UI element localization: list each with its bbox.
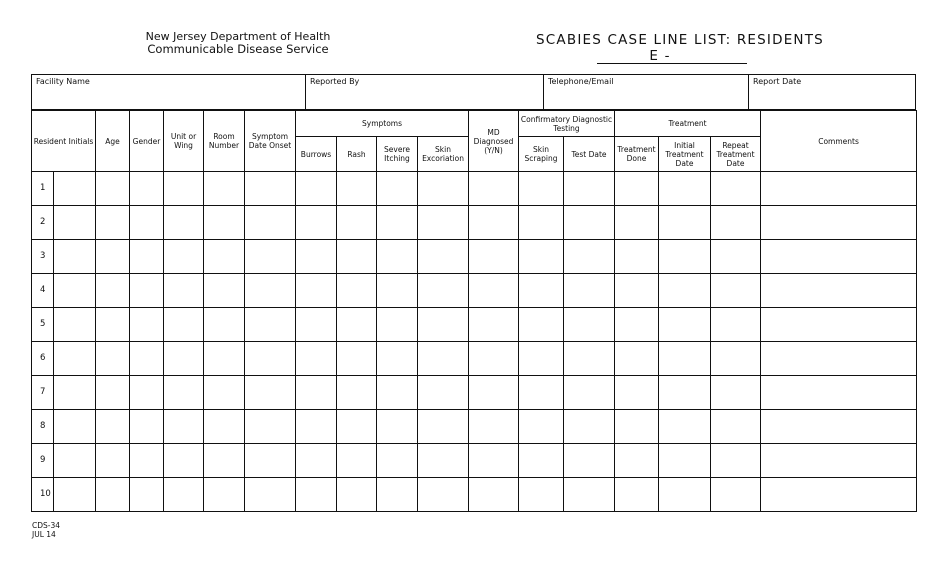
entry-cell[interactable] [54, 376, 96, 410]
entry-cell[interactable] [377, 444, 418, 478]
entry-cell[interactable] [54, 240, 96, 274]
subtitle-underline [597, 63, 747, 64]
table-row [32, 478, 917, 512]
entry-cell[interactable] [564, 376, 615, 410]
entry-cell[interactable] [761, 478, 917, 512]
entry-cell[interactable] [711, 206, 761, 240]
entry-cell[interactable] [245, 410, 296, 444]
entry-cell[interactable] [377, 308, 418, 342]
entry-cell[interactable] [130, 376, 164, 410]
header-treatment-done: Treatment Done [615, 137, 659, 172]
entry-cell[interactable] [377, 274, 418, 308]
entry-cell[interactable] [469, 308, 519, 342]
table-row [32, 342, 917, 376]
entry-cell[interactable] [337, 308, 377, 342]
entry-cell[interactable] [96, 410, 130, 444]
entry-cell[interactable] [296, 172, 337, 206]
agency-division: Communicable Disease Service [147, 42, 329, 56]
entry-cell[interactable] [164, 206, 204, 240]
entry-cell[interactable] [519, 172, 564, 206]
entry-cell[interactable] [519, 240, 564, 274]
entry-cell[interactable] [245, 308, 296, 342]
header-symptom-date-onset: Symptom Date Onset [245, 111, 296, 172]
entry-cell[interactable] [711, 240, 761, 274]
entry-cell[interactable] [615, 342, 659, 376]
header-skin-scraping: Skin Scraping [519, 137, 564, 172]
row-number: 5 [32, 308, 54, 342]
entry-cell[interactable] [204, 308, 245, 342]
entry-cell[interactable] [164, 240, 204, 274]
entry-cell[interactable] [204, 444, 245, 478]
entry-cell[interactable] [164, 342, 204, 376]
entry-cell[interactable] [337, 240, 377, 274]
entry-cell[interactable] [469, 376, 519, 410]
entry-cell[interactable] [204, 240, 245, 274]
row-number: 7 [32, 376, 54, 410]
entry-cell[interactable] [164, 274, 204, 308]
report-date-field[interactable] [749, 75, 915, 109]
entry-cell[interactable] [418, 240, 469, 274]
entry-cell[interactable] [245, 342, 296, 376]
telephone-email-label: Telephone/Email [548, 77, 614, 86]
table-row [32, 274, 917, 308]
entry-cell[interactable] [659, 342, 711, 376]
entry-cell[interactable] [659, 410, 711, 444]
page-title: SCABIES CASE LINE LIST: RESIDENTS [536, 32, 824, 48]
agency-name: New Jersey Department of Health [145, 30, 331, 43]
entry-cell[interactable] [615, 240, 659, 274]
entry-cell[interactable] [615, 478, 659, 512]
entry-cell[interactable] [54, 444, 96, 478]
header-skin-excoriation: Skin Excoriation [418, 137, 469, 172]
entry-cell[interactable] [54, 478, 96, 512]
entry-cell[interactable] [245, 274, 296, 308]
entry-cell[interactable] [519, 376, 564, 410]
table-row [32, 410, 917, 444]
header-room-number: Room Number [204, 111, 245, 172]
entry-cell[interactable] [418, 478, 469, 512]
entry-cell[interactable] [469, 478, 519, 512]
row-number: 1 [32, 172, 54, 206]
entry-cell[interactable] [337, 342, 377, 376]
table-row [32, 206, 917, 240]
entry-cell[interactable] [761, 410, 917, 444]
header-repeat-treatment-date: Repeat Treatment Date [711, 137, 761, 172]
entry-cell[interactable] [564, 342, 615, 376]
entry-cell[interactable] [519, 478, 564, 512]
entry-cell[interactable] [564, 172, 615, 206]
entry-cell[interactable] [761, 376, 917, 410]
entry-cell[interactable] [519, 274, 564, 308]
entry-cell[interactable] [130, 410, 164, 444]
row-number: 3 [32, 240, 54, 274]
entry-cell[interactable] [469, 410, 519, 444]
entry-cell[interactable] [761, 342, 917, 376]
entry-cell[interactable] [564, 444, 615, 478]
entry-cell[interactable] [377, 240, 418, 274]
entry-cell[interactable] [164, 308, 204, 342]
entry-cell[interactable] [377, 342, 418, 376]
entry-cell[interactable] [337, 444, 377, 478]
entry-cell[interactable] [711, 342, 761, 376]
entry-cell[interactable] [164, 444, 204, 478]
table-row [32, 240, 917, 274]
entry-cell[interactable] [659, 206, 711, 240]
entry-cell[interactable] [711, 444, 761, 478]
entry-cell[interactable] [615, 206, 659, 240]
entry-cell[interactable] [296, 478, 337, 512]
entry-cell[interactable] [761, 172, 917, 206]
entry-cell[interactable] [204, 274, 245, 308]
form-revision: JUL 14 [32, 530, 56, 539]
entry-cell[interactable] [96, 376, 130, 410]
telephone-email-field[interactable] [544, 75, 749, 109]
entry-cell[interactable] [337, 478, 377, 512]
entry-cell[interactable] [245, 206, 296, 240]
reported-by-field[interactable] [306, 75, 544, 109]
entry-cell[interactable] [519, 308, 564, 342]
facility-name-field[interactable] [32, 75, 306, 109]
entry-cell[interactable] [164, 172, 204, 206]
entry-cell[interactable] [245, 444, 296, 478]
entry-cell[interactable] [519, 206, 564, 240]
row-number: 9 [32, 444, 54, 478]
entry-cell[interactable] [204, 410, 245, 444]
entry-cell[interactable] [469, 274, 519, 308]
entry-cell[interactable] [245, 376, 296, 410]
entry-cell[interactable] [761, 444, 917, 478]
entry-cell[interactable] [296, 206, 337, 240]
entry-cell[interactable] [296, 308, 337, 342]
report-date-label: Report Date [753, 77, 802, 86]
entry-cell[interactable] [761, 206, 917, 240]
entry-cell[interactable] [296, 240, 337, 274]
entry-cell[interactable] [164, 410, 204, 444]
entry-cell[interactable] [204, 206, 245, 240]
page-subtitle: E - [649, 48, 671, 64]
entry-cell[interactable] [761, 240, 917, 274]
entry-cell[interactable] [564, 478, 615, 512]
entry-cell[interactable] [204, 478, 245, 512]
header-gender: Gender [130, 111, 164, 172]
entry-cell[interactable] [96, 240, 130, 274]
entry-cell[interactable] [204, 342, 245, 376]
entry-cell[interactable] [711, 376, 761, 410]
table-row [32, 172, 917, 206]
header-md-diagnosed: MD Diagnosed (Y/N) [469, 111, 519, 172]
entry-cell[interactable] [564, 410, 615, 444]
entry-cell[interactable] [130, 172, 164, 206]
entry-cell[interactable] [659, 172, 711, 206]
row-number: 10 [32, 478, 54, 512]
entry-cell[interactable] [164, 478, 204, 512]
entry-cell[interactable] [296, 410, 337, 444]
table-row [32, 308, 917, 342]
header-rash: Rash [337, 137, 377, 172]
entry-cell[interactable] [659, 376, 711, 410]
entry-cell[interactable] [130, 308, 164, 342]
entry-cell[interactable] [54, 206, 96, 240]
table-row [32, 444, 917, 478]
header-burrows: Burrows [296, 137, 337, 172]
entry-cell[interactable] [615, 308, 659, 342]
header-severe-itching: Severe Itching [377, 137, 418, 172]
entry-cell[interactable] [54, 172, 96, 206]
header-test-date: Test Date [564, 137, 615, 172]
entry-cell[interactable] [164, 376, 204, 410]
entry-cell[interactable] [418, 172, 469, 206]
entry-cell[interactable] [337, 206, 377, 240]
table-row [32, 376, 917, 410]
form-id: CDS-34 [32, 521, 61, 530]
reported-by-label: Reported By [310, 77, 360, 86]
header-unit-or-wing: Unit or Wing [164, 111, 204, 172]
entry-cell[interactable] [96, 206, 130, 240]
entry-cell[interactable] [96, 342, 130, 376]
entry-cell[interactable] [519, 410, 564, 444]
facility-name-label: Facility Name [36, 77, 90, 86]
entry-cell[interactable] [377, 206, 418, 240]
entry-cell[interactable] [204, 172, 245, 206]
entry-cell[interactable] [564, 274, 615, 308]
entry-cell[interactable] [615, 410, 659, 444]
entry-cell[interactable] [54, 410, 96, 444]
entry-cell[interactable] [711, 410, 761, 444]
entry-cell[interactable] [711, 478, 761, 512]
entry-cell[interactable] [659, 240, 711, 274]
entry-cell[interactable] [130, 444, 164, 478]
entry-cell[interactable] [659, 444, 711, 478]
entry-cell[interactable] [377, 478, 418, 512]
entry-cell[interactable] [130, 274, 164, 308]
header-symptoms-group: Symptoms [296, 111, 469, 137]
entry-cell[interactable] [469, 240, 519, 274]
entry-cell[interactable] [130, 240, 164, 274]
entry-cell[interactable] [469, 206, 519, 240]
entry-cell[interactable] [761, 308, 917, 342]
entry-cell[interactable] [337, 410, 377, 444]
entry-cell[interactable] [54, 308, 96, 342]
entry-cell[interactable] [296, 274, 337, 308]
entry-cell[interactable] [337, 376, 377, 410]
header-resident-initials: Resident Initials [32, 111, 96, 172]
entry-cell[interactable] [564, 206, 615, 240]
entry-cell[interactable] [615, 444, 659, 478]
entry-cell[interactable] [96, 308, 130, 342]
entry-cell[interactable] [418, 444, 469, 478]
entry-cell[interactable] [659, 308, 711, 342]
entry-cell[interactable] [54, 274, 96, 308]
entry-cell[interactable] [296, 444, 337, 478]
entry-cell[interactable] [130, 342, 164, 376]
entry-cell[interactable] [418, 342, 469, 376]
entry-cell[interactable] [418, 376, 469, 410]
entry-cell[interactable] [659, 478, 711, 512]
header-treatment-group: Treatment [615, 111, 761, 137]
entry-cell[interactable] [377, 376, 418, 410]
entry-cell[interactable] [245, 240, 296, 274]
entry-cell[interactable] [659, 274, 711, 308]
report-info-row [31, 74, 916, 110]
entry-cell[interactable] [96, 172, 130, 206]
header-confirmatory-testing-group: Confirmatory Diagnostic Testing [519, 111, 615, 137]
entry-cell[interactable] [469, 342, 519, 376]
entry-cell[interactable] [130, 206, 164, 240]
entry-cell[interactable] [204, 376, 245, 410]
entry-cell[interactable] [418, 206, 469, 240]
entry-cell[interactable] [564, 308, 615, 342]
entry-cell[interactable] [377, 410, 418, 444]
case-line-list-table [31, 110, 917, 512]
entry-cell[interactable] [519, 444, 564, 478]
entry-cell[interactable] [761, 274, 917, 308]
header-initial-treatment-date: Initial Treatment Date [659, 137, 711, 172]
entry-cell[interactable] [418, 274, 469, 308]
entry-cell[interactable] [711, 274, 761, 308]
entry-cell[interactable] [96, 478, 130, 512]
entry-cell[interactable] [130, 478, 164, 512]
entry-cell[interactable] [469, 444, 519, 478]
entry-cell[interactable] [54, 342, 96, 376]
row-number: 8 [32, 410, 54, 444]
entry-cell[interactable] [245, 478, 296, 512]
entry-cell[interactable] [615, 172, 659, 206]
row-number: 6 [32, 342, 54, 376]
row-number: 2 [32, 206, 54, 240]
entry-cell[interactable] [245, 172, 296, 206]
header-comments: Comments [761, 111, 917, 172]
entry-cell[interactable] [615, 376, 659, 410]
row-number: 4 [32, 274, 54, 308]
entry-cell[interactable] [337, 172, 377, 206]
entry-cell[interactable] [615, 274, 659, 308]
entry-cell[interactable] [711, 308, 761, 342]
entry-cell[interactable] [469, 172, 519, 206]
entry-cell[interactable] [296, 376, 337, 410]
entry-cell[interactable] [711, 172, 761, 206]
entry-cell[interactable] [337, 274, 377, 308]
entry-cell[interactable] [564, 240, 615, 274]
entry-cell[interactable] [418, 410, 469, 444]
entry-cell[interactable] [296, 342, 337, 376]
entry-cell[interactable] [519, 342, 564, 376]
entry-cell[interactable] [418, 308, 469, 342]
entry-cell[interactable] [377, 172, 418, 206]
header-age: Age [96, 111, 130, 172]
entry-cell[interactable] [96, 444, 130, 478]
entry-cell[interactable] [96, 274, 130, 308]
